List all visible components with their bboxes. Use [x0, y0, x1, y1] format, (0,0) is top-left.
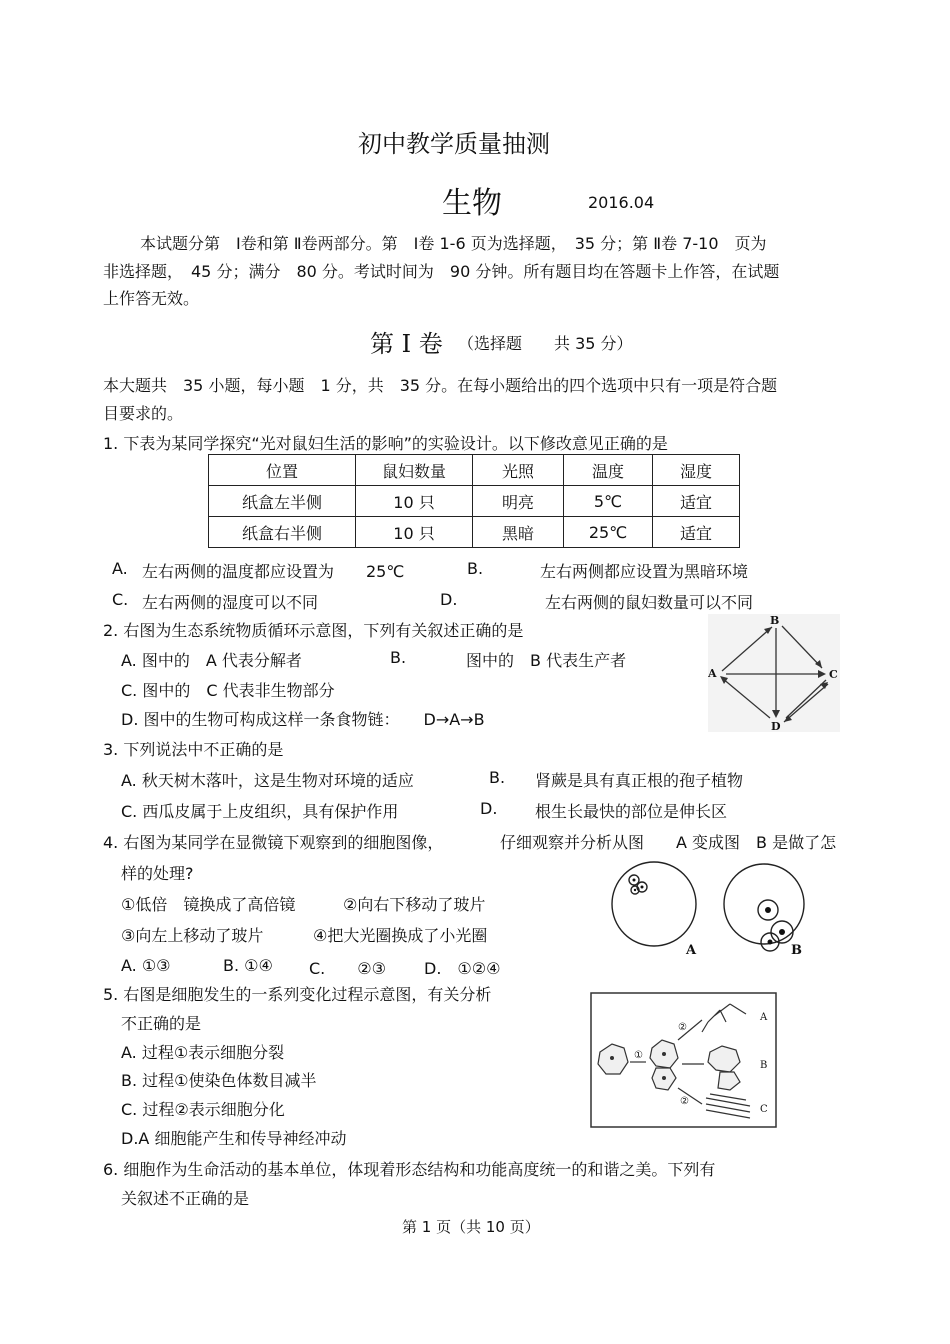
- q4-statement-1: ①低倍 镜换成了高倍镜: [121, 895, 296, 914]
- view-a-circle: [612, 862, 696, 946]
- diagram-label-d: D: [771, 720, 781, 732]
- view-b-label: B: [791, 943, 802, 958]
- q1-option-b: 左右两侧都应设置为黑暗环境: [540, 562, 749, 581]
- table-cell: 25℃: [564, 517, 653, 548]
- process-2-label: ②: [680, 1096, 689, 1107]
- table-cell: 10 只: [356, 517, 473, 548]
- table-row: [209, 486, 740, 517]
- q2-option-d: D. 图中的生物可构成这样一条食物链： D→A→B: [121, 710, 485, 729]
- q1-option-a-label: A.: [112, 559, 128, 578]
- nucleus: [641, 886, 644, 889]
- process-2-label: ②: [678, 1022, 687, 1033]
- q5-option-c: C. 过程②表示细胞分化: [121, 1100, 285, 1119]
- nucleus: [765, 907, 771, 913]
- diagram-label-c: C: [829, 668, 838, 681]
- q4-stem-2: 仔细观察并分析从图 A 变成图 B 是做了怎: [500, 833, 837, 852]
- table-cell: 5℃: [564, 486, 653, 517]
- material-cycle-diagram: [708, 614, 840, 732]
- q4-option-b: B. ①④: [223, 956, 273, 975]
- q3-option-d-label: D.: [480, 799, 498, 818]
- cell-label-a: A: [760, 1012, 768, 1023]
- nucleus: [662, 1052, 666, 1056]
- instructions-line-1: 本大题共 35 小题，每小题 1 分，共 35 分。在每小题给出的四个选项中只有一项是符合题: [103, 376, 778, 395]
- section-note: （选择题 共 35 分）: [458, 334, 633, 353]
- experiment-table: [208, 454, 740, 548]
- q3-option-a: A. 秋天树木落叶，这是生物对环境的适应: [121, 771, 414, 790]
- q1-option-a: 左右两侧的温度都应设置为 25℃: [142, 562, 405, 581]
- process-1-label: ①: [634, 1050, 643, 1061]
- view-b-circle: [724, 864, 804, 944]
- instructions-line-2: 目要求的。: [103, 404, 184, 423]
- table-cell: 明亮: [473, 486, 564, 517]
- q5-stem-1: 5. 右图是细胞发生的一系列变化过程示意图，有关分析: [103, 985, 492, 1004]
- table-header-row: [209, 455, 740, 486]
- nucleus: [768, 940, 773, 945]
- view-a-label: A: [686, 943, 697, 958]
- q1-stem: 1. 下表为某同学探究“光对鼠妇生活的影响”的实验设计。以下修改意见正确的是: [103, 434, 668, 453]
- q6-stem-1: 6. 细胞作为生命活动的基本单位，体现着形态结构和功能高度统一的和谐之美。下列有: [103, 1160, 716, 1179]
- diagram-label-b: B: [770, 614, 780, 627]
- q3-stem: 3. 下列说法中不正确的是: [103, 740, 284, 759]
- q2-option-a: A. 图中的 A 代表分解者: [121, 651, 302, 670]
- table-cell: 纸盒右半侧: [209, 517, 356, 548]
- q4-statement-3: ③向左上移动了玻片: [121, 926, 264, 945]
- q3-option-c: C. 西瓜皮属于上皮组织，具有保护作用: [121, 802, 399, 821]
- intro-line-3: 上作答无效。: [103, 289, 200, 308]
- table-header: 位置: [209, 455, 356, 486]
- microscope-views-figure: [606, 858, 806, 958]
- exam-title: 初中教学质量抽测: [358, 130, 550, 158]
- q4-option-a: A. ①③: [121, 956, 171, 975]
- nucleus: [633, 879, 636, 882]
- nucleus: [779, 929, 785, 935]
- q6-stem-2: 关叙述不正确的是: [121, 1189, 250, 1208]
- table-cell: 适宜: [653, 486, 740, 517]
- nucleus: [662, 1076, 666, 1080]
- q3-option-b: 肾蕨是具有真正根的孢子植物: [535, 771, 744, 790]
- q1-option-c: 左右两侧的湿度可以不同: [142, 593, 319, 612]
- cell-label-b: B: [760, 1060, 768, 1071]
- diagram-label-a: A: [708, 667, 717, 680]
- q5-stem-2: 不正确的是: [121, 1014, 202, 1033]
- q4-option-c: C. ②③: [309, 959, 386, 978]
- q1-option-d-label: D.: [440, 590, 458, 609]
- q5-option-a: A. 过程①表示细胞分裂: [121, 1043, 285, 1062]
- table-header: 温度: [564, 455, 653, 486]
- table-header: 光照: [473, 455, 564, 486]
- table-cell: 纸盒左半侧: [209, 486, 356, 517]
- cell-label-c: C: [760, 1104, 768, 1115]
- exam-date: 2016.04: [588, 193, 655, 212]
- nucleus: [634, 889, 636, 891]
- q2-option-c: C. 图中的 C 代表非生物部分: [121, 681, 335, 700]
- table-header: 湿度: [653, 455, 740, 486]
- table-cell: 黑暗: [473, 517, 564, 548]
- q4-statement-4: ④把大光圈换成了小光圈: [313, 926, 488, 945]
- nucleus: [610, 1056, 614, 1060]
- table-cell: 适宜: [653, 517, 740, 548]
- q4-stem-1: 4. 右图为某同学在显微镜下观察到的细胞图像，: [103, 833, 444, 852]
- q1-option-c-label: C.: [112, 590, 129, 609]
- intro-line-1: 本试题分第 Ⅰ卷和第 Ⅱ卷两部分。第 Ⅰ卷 1-6 页为选择题， 35 分；第 Ⅱ卷 7-10 页为: [140, 234, 767, 253]
- subject-title: 生物: [442, 186, 502, 221]
- q2-option-b-label: B.: [390, 648, 407, 667]
- intro-line-2: 非选择题， 45 分；满分 80 分。考试时间为 90 分钟。所有题目均在答题卡上作答，在试题: [103, 262, 780, 281]
- q4-stem-3: 样的处理?: [121, 864, 194, 883]
- q3-option-b-label: B.: [489, 768, 506, 787]
- table-header: 鼠妇数量: [356, 455, 473, 486]
- q4-statement-2: ②向右下移动了玻片: [343, 895, 486, 914]
- table-row: [209, 517, 740, 548]
- page-footer: 第 1 页（共 10 页）: [402, 1218, 540, 1236]
- q2-stem: 2. 右图为生态系统物质循环示意图，下列有关叙述正确的是: [103, 621, 524, 640]
- q4-option-d: D. ①②④: [424, 959, 501, 978]
- q5-option-d: D.A 细胞能产生和传导神经冲动: [121, 1129, 347, 1148]
- q1-option-b-label: B.: [467, 559, 484, 578]
- section-title: 第 Ⅰ 卷: [370, 330, 443, 358]
- q5-option-b: B. 过程①使染色体数目减半: [121, 1071, 317, 1090]
- q2-option-b: 图中的 B 代表生产者: [466, 651, 627, 670]
- q1-option-d: 左右两侧的鼠妇数量可以不同: [545, 593, 754, 612]
- cell-change-diagram: [590, 992, 777, 1128]
- table-cell: 10 只: [356, 486, 473, 517]
- q3-option-d: 根生长最快的部位是伸长区: [535, 802, 728, 821]
